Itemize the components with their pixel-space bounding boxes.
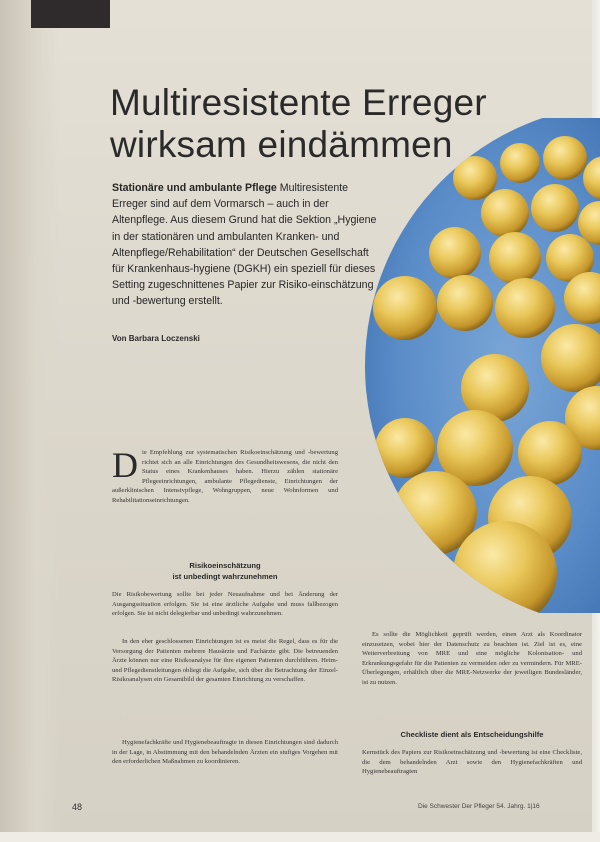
binding-gutter <box>0 0 60 842</box>
body-paragraph-2: In den eher geschlossenen Einrichtungen ist es meist die Regel, dass es für die Versorgung der Patienten mehrere Hausärzte und Fachärzte gibt. Die betreuenden Ärzte können nur eine Risikoanalyse für ihre eigenen Patienten durchführen. Heim- und Pflegedienstleitungen obliegt die Aufgabe, sich über die Betrachtung der Einzel-Risikoanalysen ein Gesamtbild der gesamten Einrichtung zu verschaffen. <box>112 638 338 684</box>
title-line-2: wirksam eindämmen <box>110 124 453 165</box>
intro-text: ie Empfehlung zur systematischen Risikoeinschätzung und -bewertung richtet sich an alle Einrichtungen des Gesundheitswesens, die nicht den Status eines Krankenhauses haben. Hierzu zählen stationäre Pflegeeinrichtungen, ambulante Pflegedienste, Einrichtungen der außerklinischen Intensivpflege, Wohngruppen, neue Wohnformen und Rehabilitationseinrichtungen. <box>112 449 338 504</box>
drop-cap: D <box>112 445 138 485</box>
lead-paragraph <box>112 180 382 310</box>
lead-text: Multiresistente Erreger sind auf dem Vormarsch – auch in der Altenpflege. Aus diesem Grund hat die Sektion „Hygiene in der stationären und ambulanten Kranken- und Altenpflege/Rehabilitation“ der Deutschen Gesellschaft für Krankenhaus-hygiene (DGKH) ein speziell für dieses Setting zugeschnittenes Papier zur Risiko-einschätzung und -bewertung erstellt. <box>112 182 377 308</box>
section-heading-checklist: Checkliste dient als Entscheidungshilfe <box>400 730 544 739</box>
intro-paragraph <box>112 445 338 506</box>
lead-kicker: Stationäre und ambulante Pflege <box>112 182 277 194</box>
title-line-1: Multiresistente Erreger <box>110 82 487 123</box>
author-byline: Von Barbara Loczenski <box>112 334 200 343</box>
body-paragraph-1: Die Risikobewertung sollte bei jeder Neuaufnahme und bei Änderung der Ausgangssituation erfolgen. Sie ist eine ärztliche Aufgabe und muss fallbezogen erfolgen. Sie ist nicht delegierbar und unbedingt wahrzunehmen. <box>112 591 338 618</box>
corner-tab <box>31 0 110 28</box>
section-heading-risk-line-1: Risikoeinschätzung <box>189 561 261 570</box>
body-paragraph-5: Kernstück des Papiers zur Risikoeinschätzung und -bewertung ist eine Checkliste, die dem behandelnden Arzt sowie den Hygienefachkräften und Hygienebeauftragten <box>362 749 582 776</box>
page-number: 48 <box>72 802 83 812</box>
section-heading-risk <box>112 560 338 582</box>
bottom-edge <box>0 832 600 842</box>
body-paragraph-3: Hygienefachkräfte und Hygienebeauftragte in diesen Einrichtungen sind dadurch in der Lage, in Abstimmung mit den behandelnden Ärzten ein stufiges Vorgehen mit den erforderlichen Maßnahmen zu koordinieren. <box>112 739 338 766</box>
bacteria-photo <box>365 118 600 613</box>
publication-footer: Die Schwester Der Pfleger 54. Jahrg. 1|16 <box>418 803 540 810</box>
section-heading-risk-line-2: ist unbedingt wahrzunehmen <box>172 572 278 581</box>
body-paragraph-4: Es sollte die Möglichkeit geprüft werden, einen Arzt als Koordinator einzusetzen, wobei hier der Datenschutz zu beachten ist. Ziel ist es, eine Weiterverbreitung von MRE und eine mögliche Kolonisation- und Erkrankungsgefahr für die Patienten zu vermeiden oder zu vermindern. Für MRE-Überlegungen, erhältlich über die MRE-Netzwerke der jeweiligen Bundesländer, ist zu nutzen. <box>362 631 582 686</box>
